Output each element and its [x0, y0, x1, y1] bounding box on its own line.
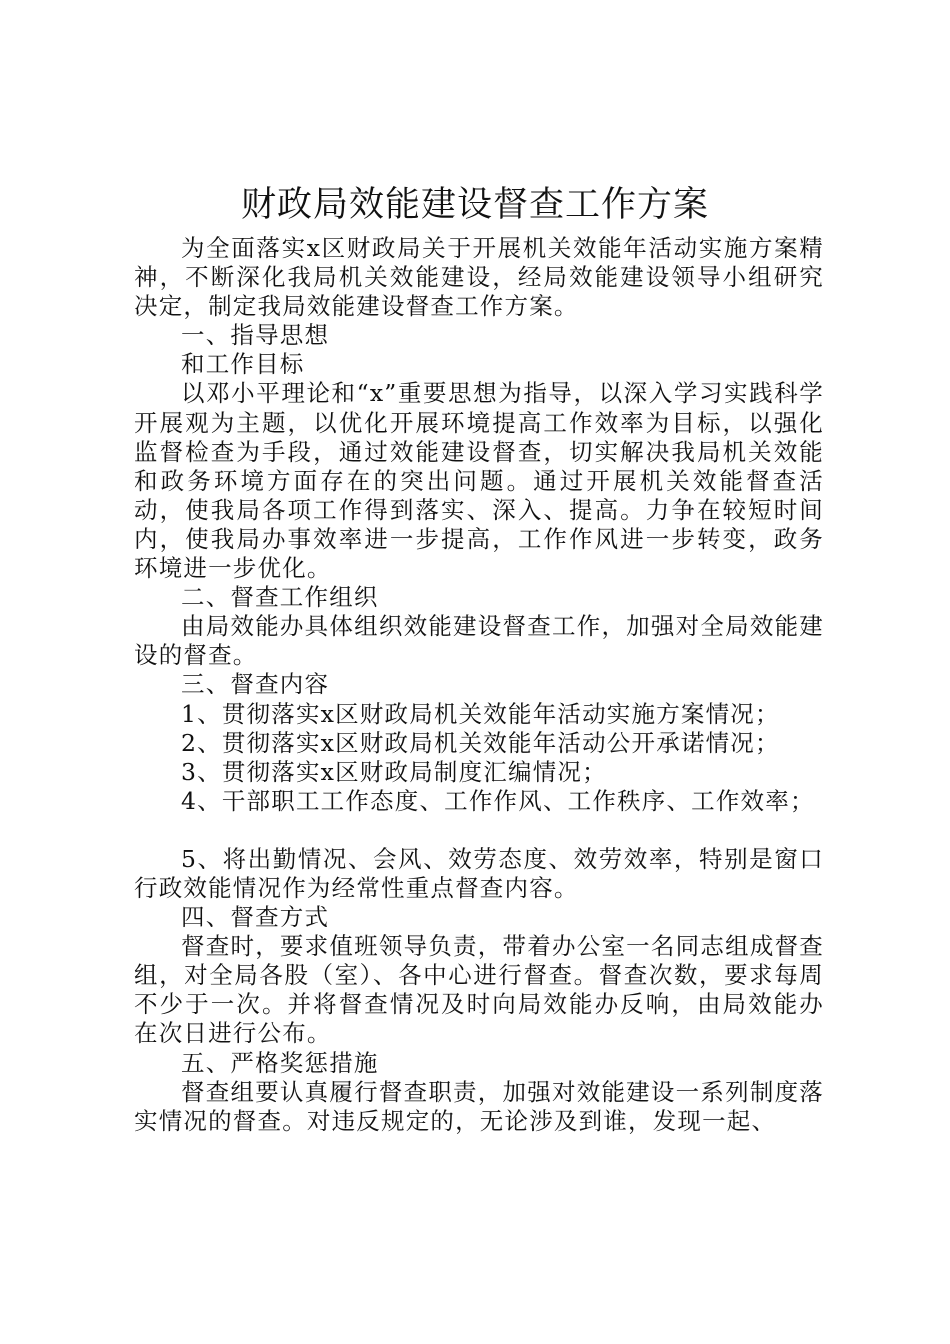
content-item-2: 2、贯彻落实x区财政局机关效能年活动公开承诺情况； — [181, 728, 780, 757]
guiding-thought-paragraph: 以邓小平理论和“x”重要思想为指导，以深入学习实践科学开展观为主题，以优化开展环境提高工作效率为目标，以强化监督检查为手段，通过效能建设督查，切实解决我局机关效能和政务环境方面存在的突出问题。通过开展机关效能督查活动，使我局各项工作得到落实、深入、提高。力争在较短时间内，使我局办事效率进一步提高，工作作风进一步转变，政务环境进一步优化。 — [134, 379, 824, 583]
section-heading-content: 三、督查内容 — [181, 670, 330, 699]
document-body — [134, 234, 824, 1136]
rewards-penalties-paragraph: 督查组要认真履行督查职责，加强对效能建设一系列制度落实情况的督查。对违反规定的，无论涉及到谁，发现一起、 — [134, 1077, 824, 1135]
content-item-3: 3、贯彻落实x区财政局制度汇编情况； — [181, 757, 607, 786]
method-paragraph: 督查时，要求值班领导负责，带着办公室一名同志组成督查组，对全局各股（室）、各中心进行督查。督查次数，要求每周不少于一次。并将督查情况及时向局效能办反响，由局效能办在次日进行公布。 — [134, 932, 824, 1048]
section-heading-organization: 二、督查工作组织 — [181, 583, 379, 612]
section-heading-rewards-penalties: 五、严格奖惩措施 — [181, 1048, 379, 1077]
content-item-5: 5、将出勤情况、会风、效劳态度、效劳效率，特别是窗口行政效能情况作为经常性重点督查内容。 — [134, 844, 824, 902]
section-heading-continuation: 和工作目标 — [181, 350, 305, 379]
section-heading-method: 四、督查方式 — [181, 903, 330, 932]
content-item-1: 1、贯彻落实x区财政局机关效能年活动实施方案情况； — [181, 699, 780, 728]
intro-paragraph: 为全面落实x区财政局关于开展机关效能年活动实施方案精神，不断深化我局机关效能建设，经局效能建设领导小组研究决定，制定我局效能建设督查工作方案。 — [134, 234, 824, 321]
content-item-4: 4、干部职工工作态度、工作作风、工作秩序、工作效率； — [181, 786, 815, 815]
section-heading-guiding-thought: 一、指导思想 — [181, 321, 330, 350]
organization-paragraph: 由局效能办具体组织效能建设督查工作，加强对全局效能建设的督查。 — [134, 612, 824, 670]
document-title: 财政局效能建设督查工作方案 — [240, 185, 709, 225]
